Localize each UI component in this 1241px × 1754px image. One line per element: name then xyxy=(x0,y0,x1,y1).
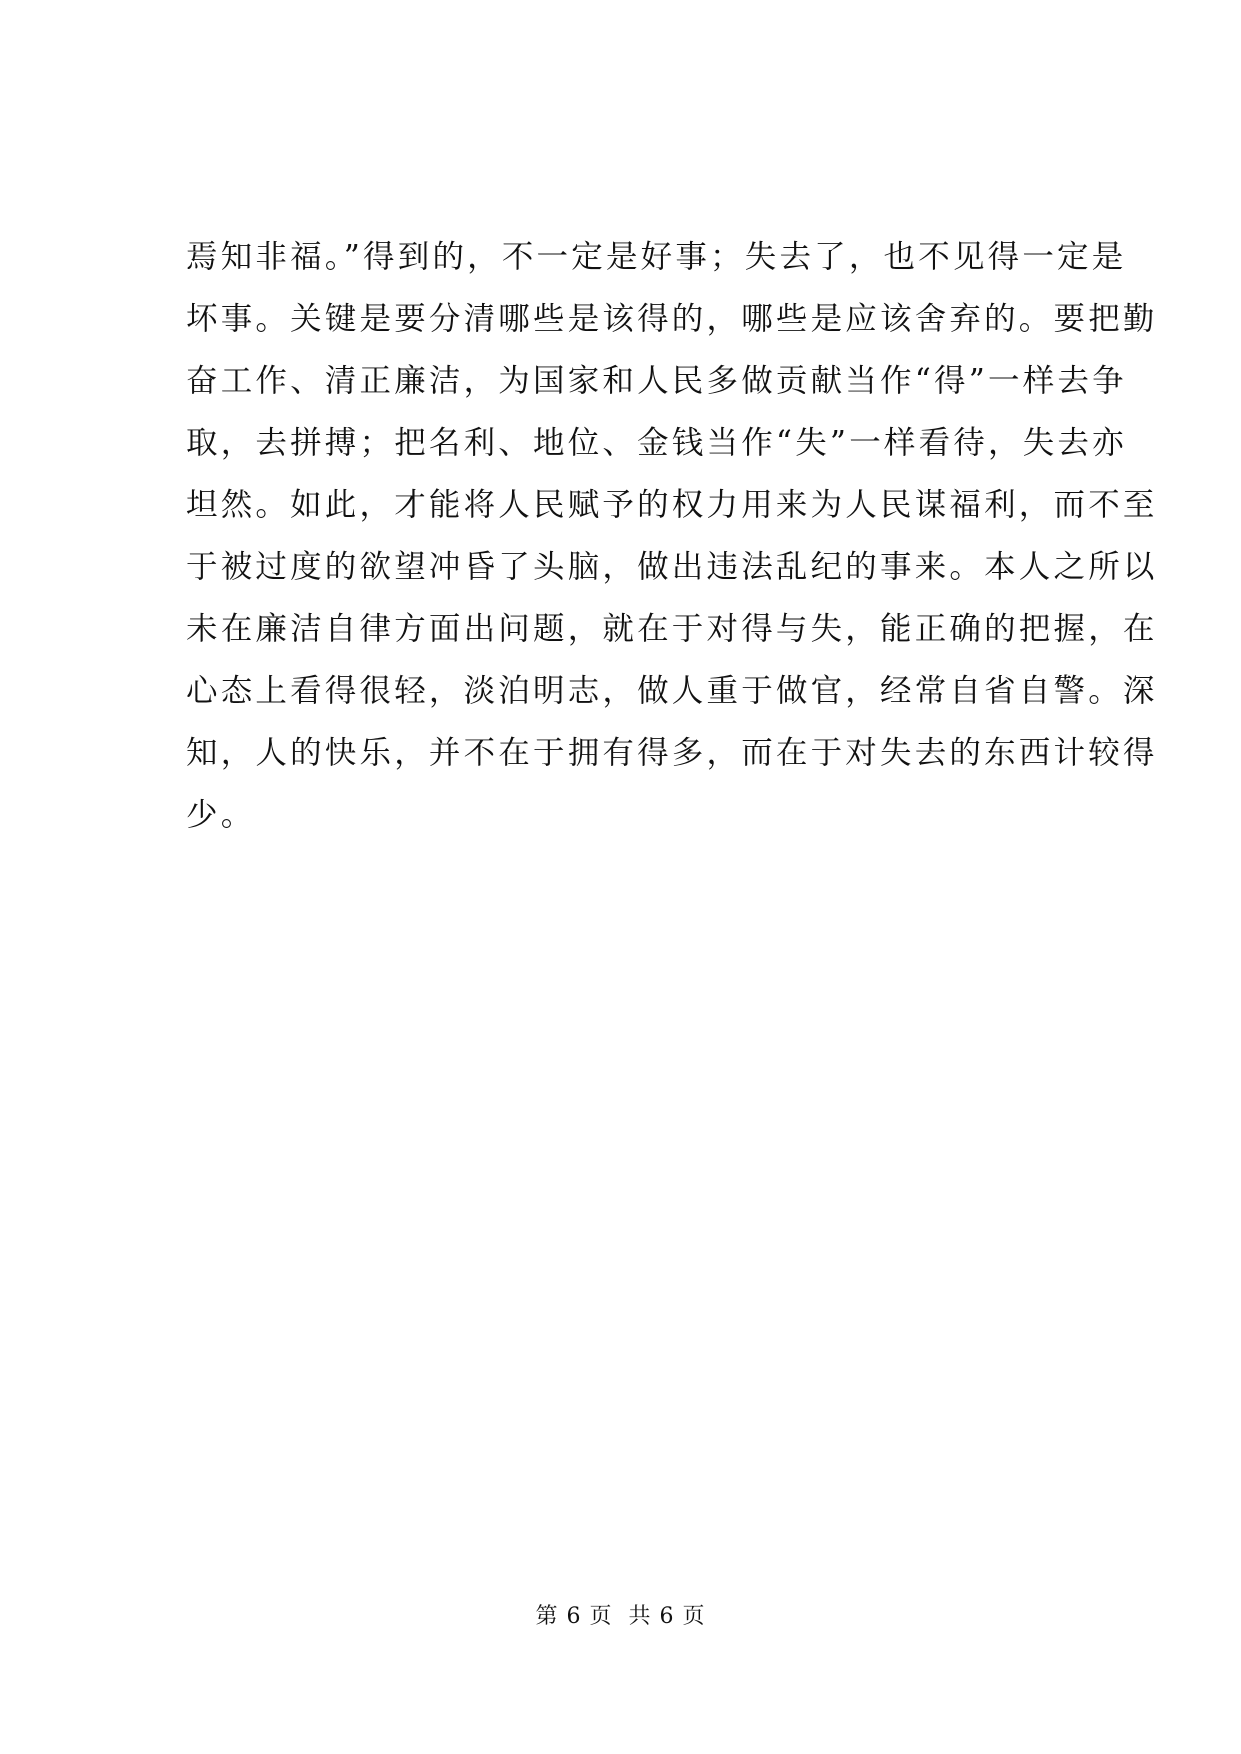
paragraph-line: 知，人的快乐，并不在于拥有得多，而在于对失去的东西计较得 xyxy=(186,735,1158,771)
paragraph-line: 坏事。关键是要分清哪些是该得的，哪些是应该舍弃的。要把勤 xyxy=(186,301,1158,337)
page-number-footer: 第 6 页 共 6 页 xyxy=(535,1604,706,1629)
body-paragraph xyxy=(186,226,1158,846)
paragraph-line: 取，去拼搏；把名利、地位、金钱当作“失”一样看待，失去亦 xyxy=(186,425,1127,461)
paragraph-line: 焉知非福。”得到的，不一定是好事；失去了，也不见得一定是 xyxy=(186,239,1127,275)
paragraph-line: 未在廉洁自律方面出问题，就在于对得与失，能正确的把握，在 xyxy=(186,611,1158,647)
paragraph-line: 于被过度的欲望冲昏了头脑，做出违法乱纪的事来。本人之所以 xyxy=(186,549,1158,585)
paragraph-line: 心态上看得很轻，淡泊明志，做人重于做官，经常自省自警。深 xyxy=(186,673,1158,709)
paragraph-line: 奋工作、清正廉洁，为国家和人民多做贡献当作“得”一样去争 xyxy=(186,363,1127,399)
paragraph-line: 少。 xyxy=(186,797,256,833)
paragraph-line: 坦然。如此，才能将人民赋予的权力用来为人民谋福利，而不至 xyxy=(186,487,1158,523)
